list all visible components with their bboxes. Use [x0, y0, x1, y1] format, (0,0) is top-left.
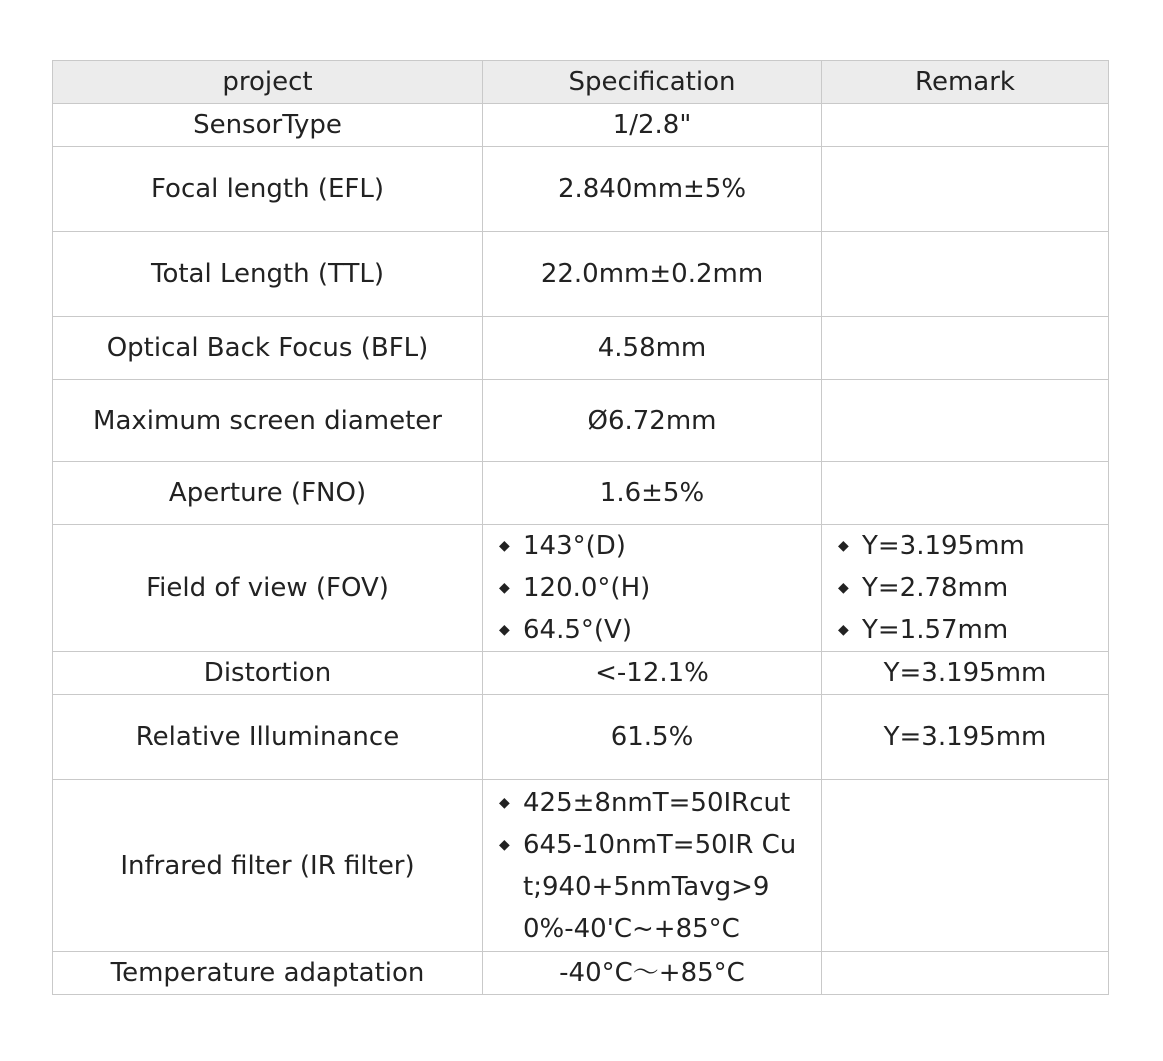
fov-remark-list	[834, 525, 1096, 651]
fov-spec-list	[495, 525, 809, 651]
remark-cell	[822, 952, 1109, 995]
list-item	[495, 782, 809, 824]
table-row	[53, 695, 1109, 780]
param-cell: Aperture (FNO)	[53, 462, 483, 525]
table-row	[53, 952, 1109, 995]
ir-filter-spec-list	[495, 782, 809, 950]
param-cell: Relative Illuminance	[53, 695, 483, 780]
param-cell: Field of view (FOV)	[53, 525, 483, 652]
param-cell: Focal length (EFL)	[53, 147, 483, 232]
diamond-bullet-icon: ◆	[499, 794, 510, 811]
list-item	[495, 525, 809, 567]
spec-cell: -40°C～+85°C	[483, 952, 822, 995]
table-row	[53, 462, 1109, 525]
list-item-text: 120.0°(H)	[523, 573, 651, 603]
spec-cell: 4.58mm	[483, 317, 822, 380]
list-item-text: Y=2.78mm	[862, 573, 1009, 603]
table-header-row	[53, 61, 1109, 104]
list-item-text: 425±8nmT=50IRcut	[523, 787, 791, 818]
header-remark: Remark	[822, 61, 1109, 104]
table-row	[53, 525, 1109, 652]
spec-cell: 22.0mm±0.2mm	[483, 232, 822, 317]
diamond-bullet-icon: ◆	[499, 622, 510, 638]
remark-cell	[822, 147, 1109, 232]
table-row	[53, 104, 1109, 147]
header-project: project	[53, 61, 483, 104]
param-cell: Total Length (TTL)	[53, 232, 483, 317]
diamond-bullet-icon: ◆	[499, 580, 510, 596]
list-item	[495, 609, 809, 651]
remark-cell	[822, 780, 1109, 952]
table-row	[53, 780, 1109, 952]
table-row	[53, 147, 1109, 232]
remark-cell: Y=3.195mm	[822, 695, 1109, 780]
list-item-text: Y=3.195mm	[862, 531, 1025, 561]
remark-cell	[822, 104, 1109, 147]
remark-cell: Y=3.195mm	[822, 652, 1109, 695]
param-cell: SensorType	[53, 104, 483, 147]
spec-cell: 1.6±5%	[483, 462, 822, 525]
remark-cell	[822, 317, 1109, 380]
remark-cell	[822, 525, 1109, 652]
table-row	[53, 380, 1109, 462]
spec-cell	[483, 525, 822, 652]
param-cell: Infrared filter (IR filter)	[53, 780, 483, 952]
table-row	[53, 232, 1109, 317]
list-item	[834, 609, 1096, 651]
param-cell: Distortion	[53, 652, 483, 695]
remark-cell	[822, 380, 1109, 462]
header-specification: Specification	[483, 61, 822, 104]
list-item-text: 143°(D)	[523, 531, 626, 561]
param-cell: Temperature adaptation	[53, 952, 483, 995]
diamond-bullet-icon: ◆	[838, 622, 849, 638]
table-row	[53, 652, 1109, 695]
list-item-text: 645-10nmT=50IR Cut;940+5nmTavg>90%-40'C~+85°C	[523, 829, 797, 944]
list-item	[495, 567, 809, 609]
list-item-text: 64.5°(V)	[523, 615, 632, 645]
diamond-bullet-icon: ◆	[499, 836, 510, 853]
remark-cell	[822, 462, 1109, 525]
table-row	[53, 317, 1109, 380]
spec-cell: Ø6.72mm	[483, 380, 822, 462]
spec-cell: 2.840mm±5%	[483, 147, 822, 232]
specification-table	[52, 60, 1109, 995]
list-item	[495, 824, 809, 950]
param-cell: Maximum screen diameter	[53, 380, 483, 462]
list-item	[834, 525, 1096, 567]
remark-cell	[822, 232, 1109, 317]
diamond-bullet-icon: ◆	[838, 580, 849, 596]
spec-cell: 1/2.8"	[483, 104, 822, 147]
diamond-bullet-icon: ◆	[838, 538, 849, 554]
spec-cell	[483, 780, 822, 952]
diamond-bullet-icon: ◆	[499, 538, 510, 554]
list-item	[834, 567, 1096, 609]
param-cell: Optical Back Focus (BFL)	[53, 317, 483, 380]
spec-cell: 61.5%	[483, 695, 822, 780]
list-item-text: Y=1.57mm	[862, 615, 1009, 645]
spec-cell: <-12.1%	[483, 652, 822, 695]
